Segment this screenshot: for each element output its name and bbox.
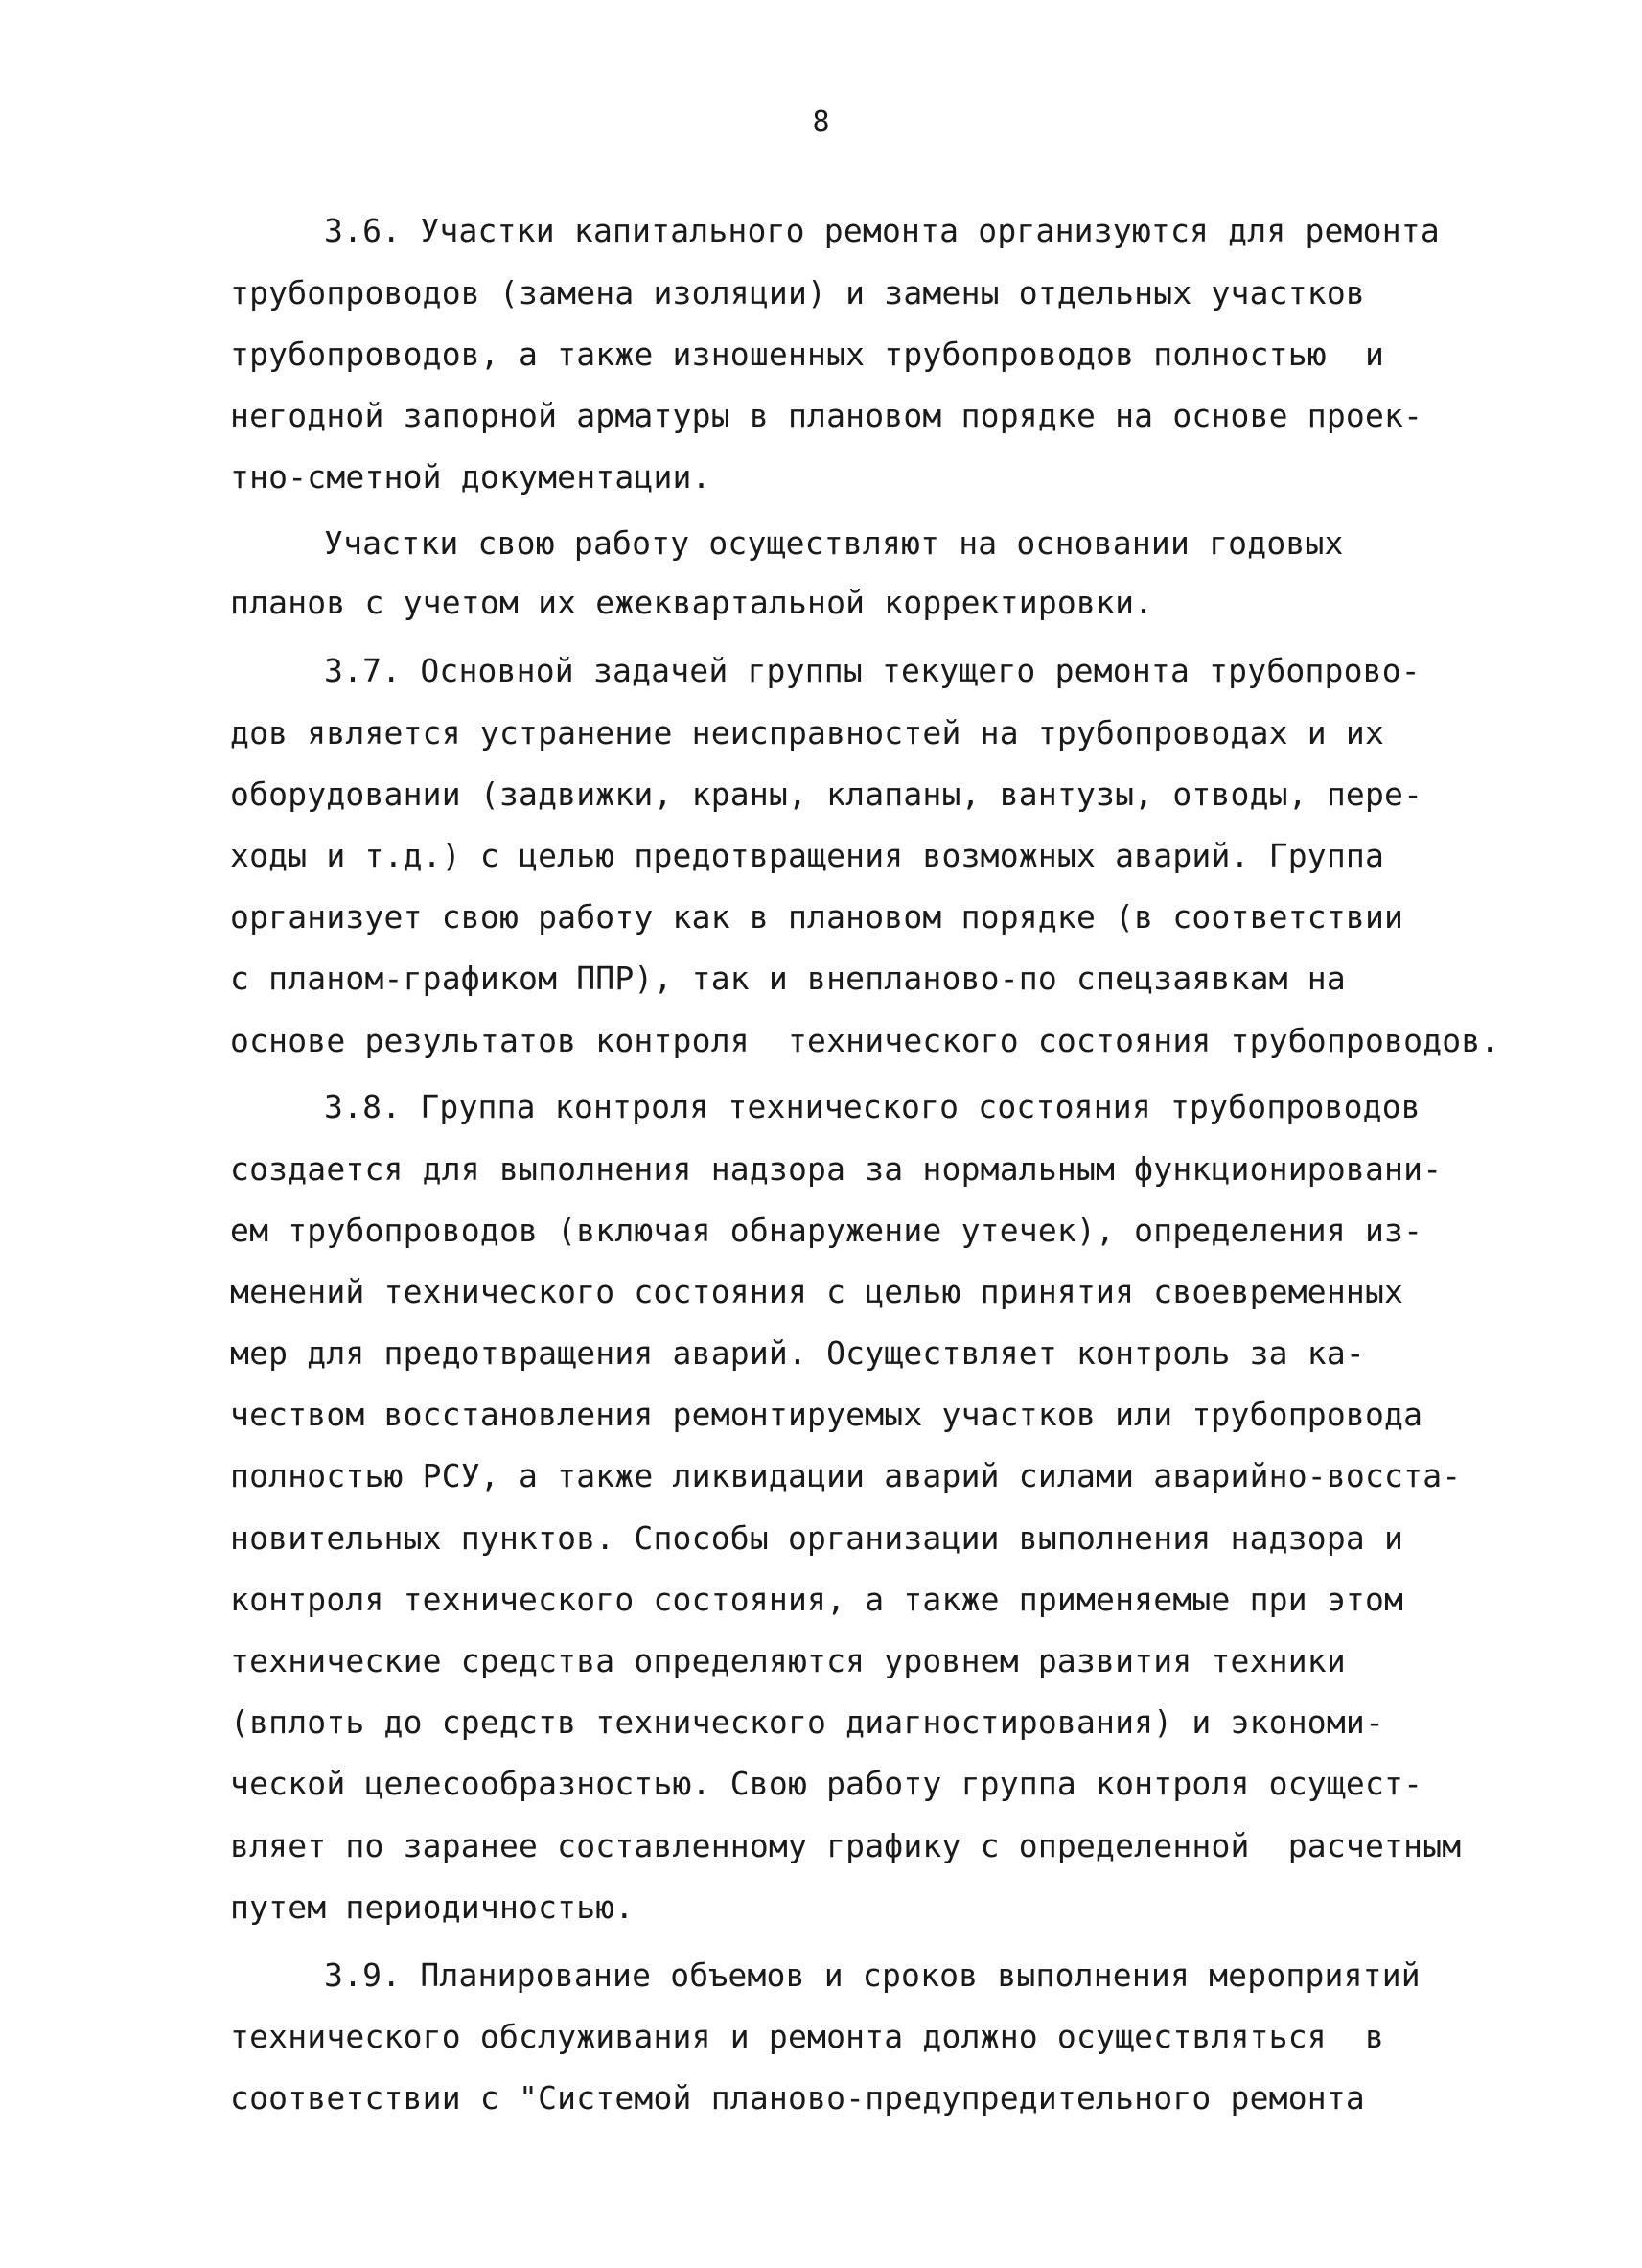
text-line: соответствии с "Системой планово-предупредительного ремонта — [230, 2079, 1365, 2117]
text-line: 3.8. Группа контроля технического состояния трубопроводов — [324, 1088, 1421, 1125]
text-line: трубопроводов (замена изоляции) и замены отдельных участков — [230, 274, 1365, 312]
text-line: основе результатов контроля технического состояния трубопроводов. — [230, 1022, 1500, 1059]
text-line: Участки свою работу осуществляют на основании годовых — [324, 524, 1344, 562]
text-line: контроля технического состояния, а также применяемые при этом — [230, 1581, 1404, 1618]
text-line: технического обслуживания и ремонта должно осуществляться в — [230, 2018, 1385, 2055]
text-line: ходы и т.д.) с целью предотвращения возможных аварий. Группа — [230, 837, 1385, 874]
text-line: организует свою работу как в плановом порядке (в соответствии — [230, 898, 1404, 936]
text-line: планов с учетом их ежеквартальной корректировки. — [230, 584, 1154, 621]
text-line: (вплоть до средств технического диагностирования) и экономи- — [230, 1703, 1385, 1741]
text-line: ческой целесообразностью. Свою работу группа контроля осущест- — [230, 1765, 1423, 1802]
text-line: тно-сметной документации. — [230, 458, 711, 496]
text-line: менений технического состояния с целью принятия своевременных — [230, 1273, 1404, 1310]
text-line: 3.7. Основной задачей группы текущего ремонта трубопрово- — [324, 652, 1421, 689]
text-line: с планом-графиком ППР), так и внепланово-по спецзаявкам на — [230, 960, 1346, 997]
text-line: чеством восстановления ремонтируемых участков или трубопровода — [230, 1396, 1423, 1433]
text-line: вляет по заранее составленному графику с определенной расчетным — [230, 1827, 1462, 1864]
text-line: создается для выполнения надзора за нормальным функционировани- — [230, 1150, 1443, 1188]
text-line: мер для предотвращения аварий. Осуществляет контроль за ка- — [230, 1334, 1365, 1372]
text-line: 3.9. Планирование объемов и сроков выполнения мероприятий — [324, 1956, 1421, 1994]
text-line: дов является устранение неисправностей на трубопроводах и их — [230, 714, 1385, 752]
text-line: ем трубопроводов (включая обнаружение утечек), определения из- — [230, 1212, 1423, 1249]
text-line: новительных пунктов. Способы организации выполнения надзора и — [230, 1519, 1404, 1557]
text-line: технические средства определяются уровнем развития техники — [230, 1642, 1346, 1679]
text-line: полностью РСУ, а также ликвидации аварий силами аварийно-восста- — [230, 1457, 1462, 1494]
text-line: негодной запорной арматуры в плановом порядке на основе проек- — [230, 397, 1423, 434]
page-number: 8 — [812, 105, 830, 139]
text-line: путем периодичностью. — [230, 1888, 635, 1926]
text-line: трубопроводов, а также изношенных трубопроводов полностью и — [230, 336, 1385, 373]
text-line: 3.6. Участки капитального ремонта организуются для ремонта — [324, 212, 1440, 249]
text-line: оборудовании (задвижки, краны, клапаны, вантузы, отводы, пере- — [230, 775, 1423, 813]
